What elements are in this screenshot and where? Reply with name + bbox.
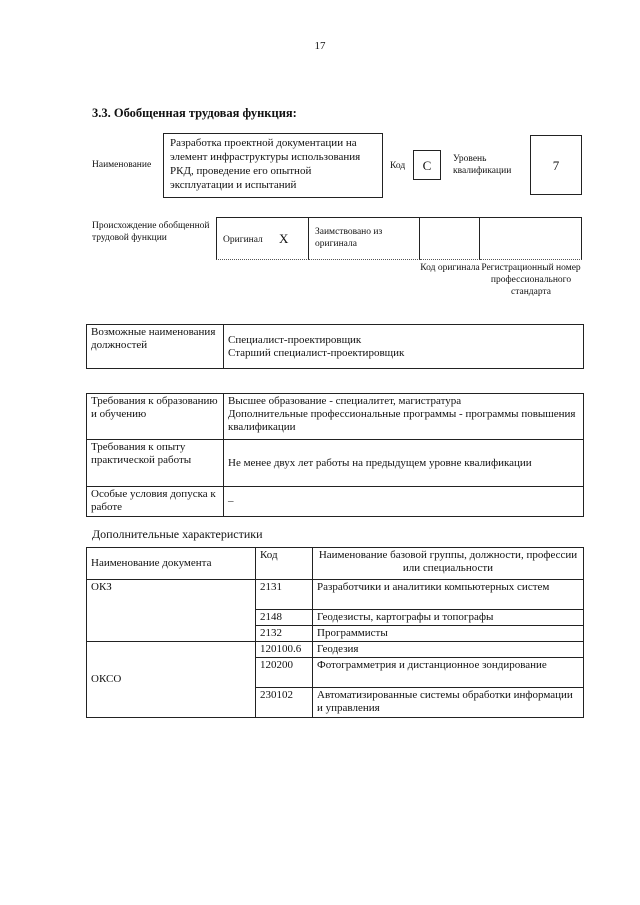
table-row bbox=[87, 580, 584, 610]
name-label: Наименование bbox=[92, 160, 152, 170]
borrowed-label: Заимствовано из оригинала bbox=[315, 227, 383, 249]
doc-okz: ОКЗ bbox=[87, 580, 256, 642]
requirements-table bbox=[86, 393, 584, 517]
borrowed-cell bbox=[309, 217, 420, 260]
additional-title: Дополнительные характеристики bbox=[92, 527, 263, 541]
code-original-label: Код оригинала bbox=[420, 263, 480, 273]
special-conditions-values bbox=[224, 487, 584, 517]
row-name: Автоматизированные системы обработки информации и управления bbox=[313, 688, 584, 718]
original-cell bbox=[216, 217, 309, 260]
positions-label: Возможные наименования должностей bbox=[87, 325, 224, 369]
qualification-level-value: 7 bbox=[530, 135, 582, 195]
header-code: Код bbox=[256, 548, 313, 580]
additional-table bbox=[86, 547, 584, 718]
requirement-item: Дополнительные профессиональные программы - программы повышения квалификации bbox=[228, 408, 576, 433]
doc-okso: ОКСО bbox=[87, 642, 256, 718]
row-code: 2132 bbox=[256, 626, 313, 642]
requirement-item: Не менее двух лет работы на предыдущем уровне квалификации bbox=[228, 456, 532, 469]
position-item: Специалист-проектировщик bbox=[228, 333, 362, 346]
origin-label: Происхождение обобщенной трудовой функции bbox=[92, 221, 210, 243]
table-row bbox=[87, 642, 584, 658]
row-name: Программисты bbox=[313, 626, 584, 642]
reg-number-cell bbox=[480, 217, 582, 260]
function-code-value: C bbox=[413, 150, 441, 180]
code-original-cell bbox=[420, 217, 480, 260]
function-name-value: Разработка проектной документации на элемент инфраструктуры использования РКД, проведение его опытной эксплуатации и испытаний bbox=[163, 133, 383, 198]
header-name: Наименование базовой группы, должности, профессии или специальности bbox=[313, 548, 584, 580]
row-code: 120200 bbox=[256, 658, 313, 688]
positions-table bbox=[86, 324, 584, 369]
requirement-item: Высшее образование - специалитет, магистратура bbox=[228, 395, 462, 407]
page-number: 17 bbox=[314, 40, 326, 52]
positions-values bbox=[224, 325, 584, 369]
level-label: Уровень квалификации bbox=[453, 154, 512, 176]
experience-label: Требования к опыту практической работы bbox=[87, 440, 224, 487]
education-label: Требования к образованию и обучению bbox=[87, 394, 224, 440]
row-name: Геодезисты, картографы и топографы bbox=[313, 610, 584, 626]
code-label: Код bbox=[390, 161, 406, 171]
experience-values bbox=[224, 440, 584, 487]
row-code: 2148 bbox=[256, 610, 313, 626]
header-doc: Наименование документа bbox=[87, 548, 256, 580]
reg-number-label: Регистрационный номер профессионального стандарта bbox=[481, 263, 581, 297]
row-name: Геодезия bbox=[313, 642, 584, 658]
row-name: Разработчики и аналитики компьютерных систем bbox=[313, 580, 584, 610]
row-code: 2131 bbox=[256, 580, 313, 610]
section-title: 3.3. Обобщенная трудовая функция: bbox=[92, 106, 297, 120]
original-label: Оригинал bbox=[223, 235, 263, 245]
special-conditions-label: Особые условия допуска к работе bbox=[87, 487, 224, 517]
row-code: 120100.6 bbox=[256, 642, 313, 658]
row-name: Фотограмметрия и дистанционное зондирование bbox=[313, 658, 584, 688]
row-code: 230102 bbox=[256, 688, 313, 718]
education-values bbox=[224, 394, 584, 440]
original-mark: X bbox=[279, 231, 289, 246]
position-item: Старший специалист-проектировщик bbox=[228, 346, 405, 359]
requirement-item: – bbox=[228, 495, 234, 507]
